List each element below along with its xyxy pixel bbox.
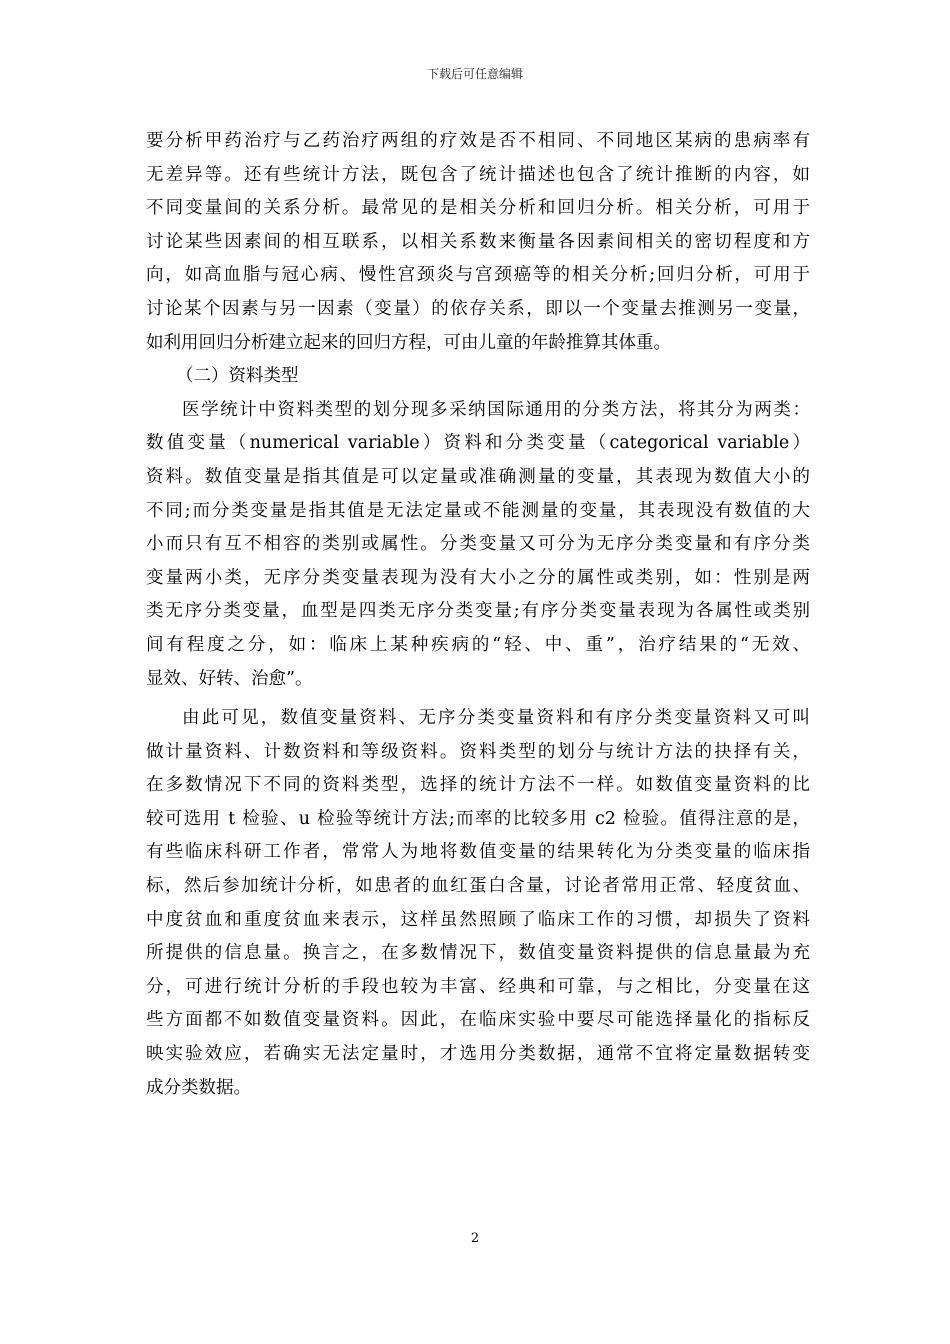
paragraph-line: 资料。数值变量是指其值是可以定量或准确测量的变量，其表现为数值大小的: [146, 466, 810, 487]
paragraph-line: 无差异等。还有些统计方法，既包含了统计描述也包含了统计推断的内容，如: [146, 164, 810, 185]
paragraph-line: 变量两小类，无序分类变量表现为没有大小之分的属性或类别，如：性别是两: [146, 567, 810, 588]
paragraph-line: 小而只有互不相容的类别或属性。分类变量又可分为无序分类变量和有序分类: [146, 534, 810, 555]
paragraph-line: 医学统计中资料类型的划分现多采纳国际通用的分类方法，将其分为两类：: [182, 399, 810, 420]
paragraph-line: 由此可见，数值变量资料、无序分类变量资料和有序分类变量资料又可叫: [182, 708, 810, 729]
paragraph-line: 要分析甲药治疗与乙药治疗两组的疗效是否不相同、不同地区某病的患病率有: [146, 131, 810, 151]
paragraph-line: 标，然后参加统计分析，如患者的血红蛋白含量，讨论者常用正常、轻度贫血、: [146, 876, 810, 897]
paragraph-line: 映实验效应，若确实无法定量时，才选用分类数据，通常不宜将定量数据转变: [146, 1044, 810, 1065]
paragraph-line: 讨论某些因素间的相互联系，以相关系数来衡量各因素间相关的密切程度和方: [146, 231, 810, 252]
paragraph-line: 做计量资料、计数资料和等级资料。资料类型的划分与统计方法的抉择有关，: [146, 741, 810, 762]
section-heading: （二）资料类型: [176, 366, 299, 387]
paragraph-line: 数值变量（numerical variable）资料和分类变量（categorical variable）: [146, 433, 810, 454]
paragraph-line: 如利用回归分析建立起来的回归方程，可由儿童的年龄推算其体重。: [146, 332, 671, 353]
paragraph-line: 间有程度之分，如：临床上某种疾病的“轻、中、重”，治疗结果的“无效、: [146, 634, 810, 655]
paragraph-line: 不同;而分类变量是指其值是无法定量或不能测量的变量，其表现没有数值的大: [146, 500, 810, 521]
paragraph-line: 中度贫血和重度贫血来表示，这样虽然照顾了临床工作的习惯，却损失了资料: [146, 909, 810, 930]
document-body: [146, 125, 810, 1105]
page-number: 2: [470, 1231, 480, 1246]
paragraph-line: 显效、好转、治愈”。: [146, 668, 313, 689]
paragraph-line: 在多数情况下不同的资料类型，选择的统计方法不一样。如数值变量资料的比: [146, 775, 810, 796]
paragraph-line: 不同变量间的关系分析。最常见的是相关分析和回归分析。相关分析，可用于: [146, 198, 810, 219]
paragraph-line: 向，如高血脂与冠心病、慢性宫颈炎与宫颈癌等的相关分析;回归分析，可用于: [146, 265, 810, 286]
paragraph-3: [146, 702, 810, 1105]
paragraph-line: 较可选用 t 检验、u 检验等统计方法;而率的比较多用 c2 检验。值得注意的是，: [146, 808, 810, 829]
paragraph-line: 有些临床科研工作者，常常人为地将数值变量的结果转化为分类变量的临床指: [146, 842, 810, 863]
paragraph-line: 所提供的信息量。换言之，在多数情况下，数值变量资料提供的信息量最为充: [146, 943, 810, 964]
page-header: 下载后可任意编辑: [426, 67, 523, 81]
paragraph-2: [146, 394, 810, 696]
paragraph-1: [146, 125, 810, 360]
paragraph-line: 分，可进行统计分析的手段也较为丰富、经典和可靠，与之相比，分变量在这: [146, 976, 810, 997]
paragraph-line: 些方面都不如数值变量资料。因此，在临床实验中要尽可能选择量化的指标反: [146, 1010, 810, 1031]
paragraph-line: 讨论某个因素与另一因素（变量）的依存关系，即以一个变量去推测另一变量，: [146, 298, 810, 319]
paragraph-line: 成分类数据。: [146, 1077, 251, 1098]
paragraph-line: 类无序分类变量，血型是四类无序分类变量;有序分类变量表现为各属性或类别: [146, 601, 810, 622]
